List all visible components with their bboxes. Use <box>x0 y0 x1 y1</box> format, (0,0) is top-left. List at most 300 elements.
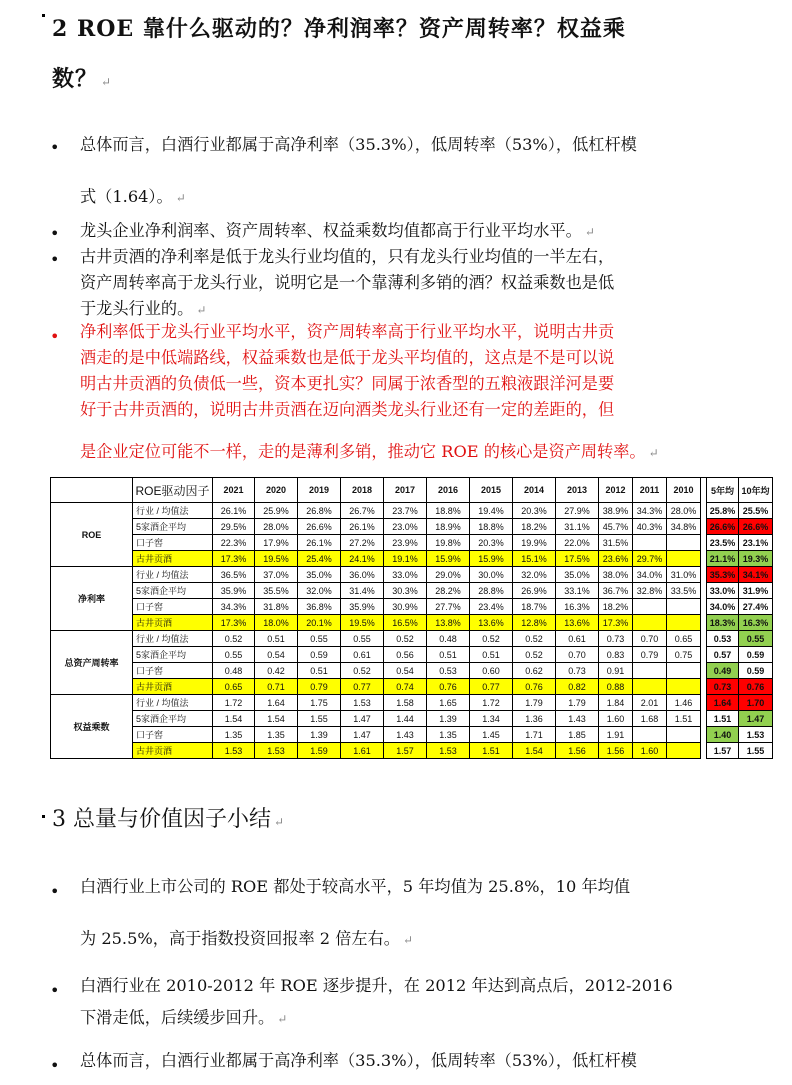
avg5-cell: 34.0% <box>707 599 739 615</box>
value-cell: 18.8% <box>470 519 513 535</box>
value-cell: 1.51 <box>667 711 701 727</box>
avg10-cell: 26.6% <box>739 519 773 535</box>
row-label: 5家酒企平均 <box>133 647 213 663</box>
summary-paragraph-3 <box>80 1048 730 1074</box>
value-cell <box>667 727 701 743</box>
value-cell: 20.3% <box>513 503 556 519</box>
value-cell: 1.36 <box>513 711 556 727</box>
value-cell: 0.48 <box>213 663 255 679</box>
value-cell: 0.76 <box>513 679 556 695</box>
year-header: 2019 <box>298 478 341 503</box>
value-cell: 15.1% <box>513 551 556 567</box>
line-text: 于龙头行业的。 <box>80 299 194 318</box>
value-cell: 23.7% <box>384 503 427 519</box>
avg10-cell: 34.1% <box>739 567 773 583</box>
value-cell: 17.3% <box>213 551 255 567</box>
value-cell: 0.60 <box>470 663 513 679</box>
value-cell: 1.46 <box>667 695 701 711</box>
value-cell: 1.43 <box>384 727 427 743</box>
value-cell: 0.52 <box>513 647 556 663</box>
value-cell: 34.3% <box>633 503 667 519</box>
value-cell: 18.0% <box>255 615 298 631</box>
value-cell: 1.47 <box>341 727 384 743</box>
value-cell: 1.79 <box>513 695 556 711</box>
bullet-dot: • <box>50 1056 60 1075</box>
value-cell: 29.0% <box>427 567 470 583</box>
section2-heading-line1 <box>52 12 626 43</box>
table-row <box>51 631 773 647</box>
avg5-cell: 18.3% <box>707 615 739 631</box>
value-cell: 17.3% <box>213 615 255 631</box>
value-cell: 0.52 <box>513 631 556 647</box>
table-row <box>51 615 773 631</box>
line <box>80 439 730 465</box>
value-cell: 33.5% <box>667 583 701 599</box>
roe-driver-table <box>50 477 773 759</box>
value-cell: 19.9% <box>513 535 556 551</box>
value-cell: 18.7% <box>513 599 556 615</box>
value-cell: 1.34 <box>470 711 513 727</box>
avg5-cell: 0.53 <box>707 631 739 647</box>
paragraph-mark: ↵ <box>101 75 113 89</box>
value-cell: 33.1% <box>556 583 599 599</box>
value-cell: 30.3% <box>384 583 427 599</box>
value-cell: 1.60 <box>599 711 633 727</box>
value-cell: 20.1% <box>298 615 341 631</box>
avg5-cell: 1.64 <box>707 695 739 711</box>
value-cell: 1.85 <box>556 727 599 743</box>
avg5-cell: 1.40 <box>707 727 739 743</box>
bullet-dot: • <box>50 882 60 901</box>
value-cell <box>667 615 701 631</box>
value-cell: 1.44 <box>384 711 427 727</box>
value-cell: 0.91 <box>599 663 633 679</box>
value-cell: 37.0% <box>255 567 298 583</box>
value-cell: 35.0% <box>556 567 599 583</box>
value-cell: 1.53 <box>427 743 470 759</box>
value-cell: 0.73 <box>599 631 633 647</box>
line <box>80 218 730 244</box>
value-cell: 19.4% <box>470 503 513 519</box>
value-cell: 35.9% <box>213 583 255 599</box>
value-cell: 26.1% <box>341 519 384 535</box>
value-cell: 1.47 <box>341 711 384 727</box>
avg10-cell: 31.9% <box>739 583 773 599</box>
paragraph-4-highlight <box>80 319 730 465</box>
value-cell: 1.54 <box>255 711 298 727</box>
value-cell: 26.7% <box>341 503 384 519</box>
value-cell: 0.52 <box>213 631 255 647</box>
value-cell: 0.51 <box>255 631 298 647</box>
bullet-dot-red: • <box>50 327 60 346</box>
value-cell: 0.52 <box>341 663 384 679</box>
value-cell: 26.9% <box>513 583 556 599</box>
avg5-cell: 0.49 <box>707 663 739 679</box>
avg5-cell: 0.57 <box>707 647 739 663</box>
avg10-cell: 1.53 <box>739 727 773 743</box>
paragraph-3 <box>80 244 730 322</box>
value-cell: 27.9% <box>556 503 599 519</box>
avg10-cell: 0.59 <box>739 663 773 679</box>
row-label: 5家酒企平均 <box>133 519 213 535</box>
table-row <box>51 599 773 615</box>
value-cell: 23.4% <box>470 599 513 615</box>
value-cell: 0.55 <box>213 647 255 663</box>
value-cell: 18.9% <box>427 519 470 535</box>
value-cell: 36.0% <box>341 567 384 583</box>
table-row <box>51 583 773 599</box>
value-cell: 22.3% <box>213 535 255 551</box>
value-cell: 20.3% <box>470 535 513 551</box>
value-cell: 1.56 <box>556 743 599 759</box>
line: 总体而言，白酒行业都属于高净利率（35.3%），低周转率（53%），低杠杆模 <box>80 1051 637 1070</box>
avg10-cell: 1.70 <box>739 695 773 711</box>
value-cell: 16.3% <box>556 599 599 615</box>
value-cell: 0.65 <box>667 631 701 647</box>
value-cell: 34.8% <box>667 519 701 535</box>
table-row <box>51 535 773 551</box>
value-cell: 31.8% <box>255 599 298 615</box>
avg10-cell: 0.76 <box>739 679 773 695</box>
value-cell: 27.2% <box>341 535 384 551</box>
line: 总体而言，白酒行业都属于高净利率（35.3%），低周转率（53%），低杠杆模 <box>80 135 637 154</box>
value-cell: 13.8% <box>427 615 470 631</box>
value-cell: 1.39 <box>298 727 341 743</box>
metric-group-label: ROE <box>51 503 133 567</box>
section2-heading-line2 <box>52 62 112 93</box>
line: 好于古井贡酒的，说明古井贡酒在迈向酒类龙头行业还有一定的差距的，但 <box>80 400 615 419</box>
table-header-row <box>51 478 773 503</box>
value-cell: 26.1% <box>298 535 341 551</box>
paragraph-2 <box>80 218 730 244</box>
value-cell: 0.55 <box>298 631 341 647</box>
value-cell: 12.8% <box>513 615 556 631</box>
row-label: 口子窖 <box>133 663 213 679</box>
value-cell: 15.9% <box>427 551 470 567</box>
value-cell: 1.91 <box>599 727 633 743</box>
year-header: 2017 <box>384 478 427 503</box>
line: 白酒行业在 2010-2012 年 ROE 逐步提升，在 2012 年达到高点后，2012-2016 <box>80 976 673 995</box>
table-row <box>51 551 773 567</box>
row-label: 口子窖 <box>133 599 213 615</box>
value-cell: 1.43 <box>556 711 599 727</box>
value-cell: 1.55 <box>298 711 341 727</box>
avg10-cell: 0.55 <box>739 631 773 647</box>
row-label: 口子窖 <box>133 535 213 551</box>
avg5-cell: 23.5% <box>707 535 739 551</box>
value-cell: 0.76 <box>427 679 470 695</box>
line <box>80 184 730 210</box>
metric-group-label: 权益乘数 <box>51 695 133 759</box>
avg5-cell: 35.3% <box>707 567 739 583</box>
value-cell: 27.7% <box>427 599 470 615</box>
avg10-cell: 27.4% <box>739 599 773 615</box>
value-cell: 31.1% <box>556 519 599 535</box>
value-cell: 19.5% <box>341 615 384 631</box>
avg10-cell: 23.1% <box>739 535 773 551</box>
section2-heading-text: 2 ROE 靠什么驱动的？净利润率？资产周转率？权益乘 <box>52 16 626 42</box>
value-cell: 31.0% <box>667 567 701 583</box>
avg5-cell: 1.57 <box>707 743 739 759</box>
value-cell: 34.3% <box>213 599 255 615</box>
line: 明古井贡酒的负债低一些，资本更扎实？同属于浓香型的五粮液跟洋河是要 <box>80 374 615 393</box>
value-cell: 19.5% <box>255 551 298 567</box>
value-cell: 1.72 <box>470 695 513 711</box>
table-row <box>51 647 773 663</box>
value-cell: 0.55 <box>341 631 384 647</box>
value-cell: 30.9% <box>384 599 427 615</box>
value-cell: 1.61 <box>341 743 384 759</box>
table-row <box>51 695 773 711</box>
line-text: 下滑走低，后续缓步回升。 <box>80 1008 275 1027</box>
value-cell: 29.5% <box>213 519 255 535</box>
year-header: 2020 <box>255 478 298 503</box>
value-cell: 0.52 <box>384 631 427 647</box>
value-cell: 0.56 <box>384 647 427 663</box>
avg10-cell: 1.55 <box>739 743 773 759</box>
value-cell: 1.51 <box>470 743 513 759</box>
value-cell <box>633 599 667 615</box>
value-cell: 22.0% <box>556 535 599 551</box>
value-cell: 0.53 <box>427 663 470 679</box>
value-cell: 0.77 <box>341 679 384 695</box>
value-cell: 0.88 <box>599 679 633 695</box>
value-cell: 32.0% <box>513 567 556 583</box>
row-label: 古井贡酒 <box>133 743 213 759</box>
row-label: 古井贡酒 <box>133 615 213 631</box>
value-cell: 1.60 <box>633 743 667 759</box>
value-cell: 24.1% <box>341 551 384 567</box>
avg5-cell: 25.8% <box>707 503 739 519</box>
value-cell <box>667 743 701 759</box>
value-cell <box>667 599 701 615</box>
value-cell: 0.54 <box>384 663 427 679</box>
value-cell: 1.35 <box>427 727 470 743</box>
metric-group-label: 总资产周转率 <box>51 631 133 695</box>
paragraph-mark: ↵ <box>584 225 595 239</box>
value-cell: 33.0% <box>384 567 427 583</box>
metric-group-label: 净利率 <box>51 567 133 631</box>
paragraph-mark: ↵ <box>402 933 414 947</box>
paragraph-1 <box>80 132 730 210</box>
row-label: 行业 / 均值法 <box>133 503 213 519</box>
value-cell: 1.35 <box>255 727 298 743</box>
value-cell: 0.42 <box>255 663 298 679</box>
value-cell: 0.51 <box>470 647 513 663</box>
value-cell: 36.7% <box>599 583 633 599</box>
value-cell: 25.9% <box>255 503 298 519</box>
avg5-cell: 21.1% <box>707 551 739 567</box>
line-text: 式（1.64）。 <box>80 187 173 206</box>
value-cell <box>667 679 701 695</box>
table-corner <box>51 478 133 503</box>
value-cell: 38.9% <box>599 503 633 519</box>
value-cell: 17.5% <box>556 551 599 567</box>
year-header: 2021 <box>213 478 255 503</box>
line: 净利率低于龙头行业平均水平，资产周转率高于行业平均水平，说明古井贡 <box>80 322 615 341</box>
value-cell: 18.8% <box>427 503 470 519</box>
value-cell: 26.8% <box>298 503 341 519</box>
year-header: 2015 <box>470 478 513 503</box>
table-row <box>51 663 773 679</box>
value-cell: 1.65 <box>427 695 470 711</box>
value-cell: 34.0% <box>633 567 667 583</box>
avg10-cell: 1.47 <box>739 711 773 727</box>
value-cell: 1.84 <box>599 695 633 711</box>
paragraph-mark: ↵ <box>648 446 659 460</box>
value-cell: 1.58 <box>384 695 427 711</box>
line-text: 为 25.5%，高于指数投资回报率 2 倍左右。 <box>80 929 400 948</box>
value-cell: 28.0% <box>667 503 701 519</box>
value-cell: 1.39 <box>427 711 470 727</box>
value-cell: 0.83 <box>599 647 633 663</box>
row-label: 5家酒企平均 <box>133 711 213 727</box>
row-label: 行业 / 均值法 <box>133 567 213 583</box>
value-cell: 0.70 <box>556 647 599 663</box>
value-cell: 1.56 <box>599 743 633 759</box>
value-cell: 0.51 <box>298 663 341 679</box>
value-cell: 17.3% <box>599 615 633 631</box>
year-header: 2018 <box>341 478 384 503</box>
value-cell: 28.8% <box>470 583 513 599</box>
value-cell: 2.01 <box>633 695 667 711</box>
value-cell: 13.6% <box>470 615 513 631</box>
value-cell <box>633 727 667 743</box>
value-cell: 0.65 <box>213 679 255 695</box>
value-cell: 0.52 <box>470 631 513 647</box>
line: 酒走的是中低端路线，权益乘数也是低于龙头平均值的，这点是不是可以说 <box>80 348 615 367</box>
value-cell: 18.2% <box>513 519 556 535</box>
value-cell: 0.71 <box>255 679 298 695</box>
value-cell: 26.6% <box>298 519 341 535</box>
value-cell: 35.0% <box>298 567 341 583</box>
summary-paragraph-2 <box>80 973 730 1031</box>
value-cell: 36.5% <box>213 567 255 583</box>
bullet-dot: • <box>50 224 60 243</box>
value-cell: 0.62 <box>513 663 556 679</box>
value-cell: 25.4% <box>298 551 341 567</box>
bullet-dot: • <box>50 250 60 269</box>
value-cell: 19.8% <box>427 535 470 551</box>
paragraph-mark: ↵ <box>277 1012 288 1026</box>
value-cell: 1.75 <box>298 695 341 711</box>
value-cell: 0.70 <box>633 631 667 647</box>
avg5-cell: 1.51 <box>707 711 739 727</box>
value-cell <box>633 663 667 679</box>
value-cell <box>667 535 701 551</box>
value-cell: 1.53 <box>213 743 255 759</box>
value-cell: 0.51 <box>427 647 470 663</box>
value-cell: 30.0% <box>470 567 513 583</box>
table-row <box>51 711 773 727</box>
value-cell: 28.0% <box>255 519 298 535</box>
value-cell: 1.45 <box>470 727 513 743</box>
year-header: 2011 <box>633 478 667 503</box>
year-header: 2014 <box>513 478 556 503</box>
value-cell: 0.61 <box>341 647 384 663</box>
value-cell: 0.79 <box>298 679 341 695</box>
value-cell: 0.73 <box>556 663 599 679</box>
value-cell: 1.53 <box>255 743 298 759</box>
value-cell: 32.0% <box>298 583 341 599</box>
value-cell: 38.0% <box>599 567 633 583</box>
value-cell: 1.57 <box>384 743 427 759</box>
row-label: 行业 / 均值法 <box>133 695 213 711</box>
summary-paragraph-1 <box>80 874 730 952</box>
average-header: 5年均 <box>707 478 739 503</box>
value-cell: 1.59 <box>298 743 341 759</box>
value-cell: 40.3% <box>633 519 667 535</box>
table-row <box>51 503 773 519</box>
value-cell: 15.9% <box>470 551 513 567</box>
value-cell: 0.59 <box>298 647 341 663</box>
line <box>80 1005 730 1031</box>
paragraph-mark: ↵ <box>196 303 207 317</box>
table-title: ROE驱动因子 <box>133 478 213 503</box>
line-text: 是企业定位可能不一样，走的是薄利多销，推动它 ROE 的核心是资产周转率。 <box>80 442 646 461</box>
value-cell: 45.7% <box>599 519 633 535</box>
value-cell: 26.1% <box>213 503 255 519</box>
avg5-cell: 0.73 <box>707 679 739 695</box>
row-label: 5家酒企平均 <box>133 583 213 599</box>
row-label: 口子窖 <box>133 727 213 743</box>
value-cell: 1.71 <box>513 727 556 743</box>
value-cell: 31.5% <box>599 535 633 551</box>
value-cell: 35.9% <box>341 599 384 615</box>
value-cell: 1.53 <box>341 695 384 711</box>
value-cell: 36.8% <box>298 599 341 615</box>
section3-heading-text: 3 总量与价值因子小结 <box>52 807 271 832</box>
value-cell: 35.5% <box>255 583 298 599</box>
year-header: 2012 <box>599 478 633 503</box>
avg5-cell: 26.6% <box>707 519 739 535</box>
value-cell: 0.74 <box>384 679 427 695</box>
value-cell: 1.72 <box>213 695 255 711</box>
row-label: 古井贡酒 <box>133 551 213 567</box>
value-cell: 13.6% <box>556 615 599 631</box>
line <box>80 926 730 952</box>
bullet-dot: • <box>50 138 60 157</box>
row-label: 古井贡酒 <box>133 679 213 695</box>
avg5-cell: 33.0% <box>707 583 739 599</box>
value-cell: 29.7% <box>633 551 667 567</box>
paragraph-mark: ↵ <box>175 191 186 205</box>
value-cell: 23.6% <box>599 551 633 567</box>
value-cell <box>667 663 701 679</box>
avg10-cell: 25.5% <box>739 503 773 519</box>
value-cell <box>633 615 667 631</box>
value-cell: 1.54 <box>513 743 556 759</box>
value-cell: 18.2% <box>599 599 633 615</box>
value-cell: 31.4% <box>341 583 384 599</box>
value-cell: 0.79 <box>633 647 667 663</box>
value-cell: 1.64 <box>255 695 298 711</box>
average-header: 10年均 <box>739 478 773 503</box>
value-cell: 1.68 <box>633 711 667 727</box>
value-cell: 0.75 <box>667 647 701 663</box>
value-cell: 16.5% <box>384 615 427 631</box>
value-cell: 19.1% <box>384 551 427 567</box>
value-cell: 1.54 <box>213 711 255 727</box>
value-cell: 0.82 <box>556 679 599 695</box>
paragraph-mark: ↵ <box>274 815 285 829</box>
table-row <box>51 519 773 535</box>
avg10-cell: 19.3% <box>739 551 773 567</box>
table-row <box>51 727 773 743</box>
year-header: 2013 <box>556 478 599 503</box>
line-text: 龙头企业净利润率、资产周转率、权益乘数均值都高于行业平均水平。 <box>80 221 582 240</box>
table-row <box>51 679 773 695</box>
